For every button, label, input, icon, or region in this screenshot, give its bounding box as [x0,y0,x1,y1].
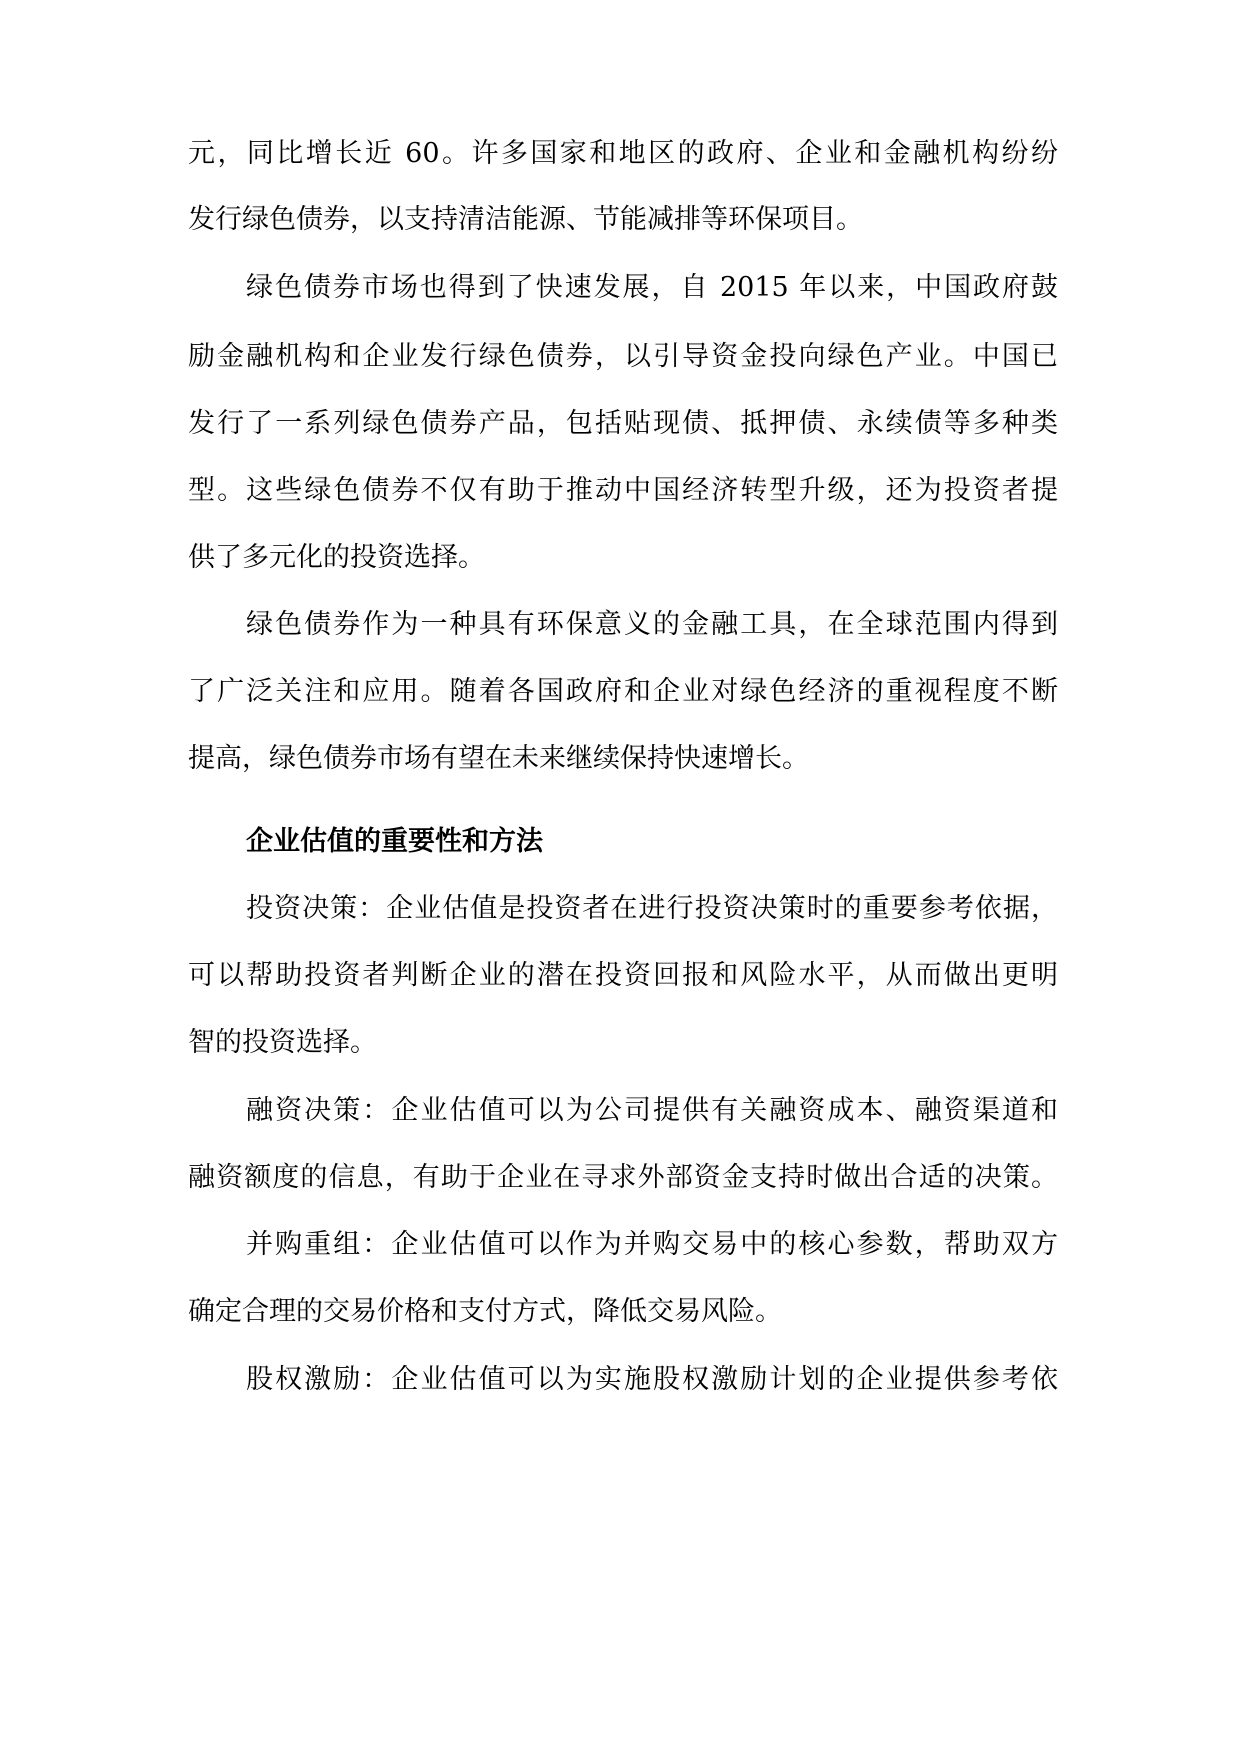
paragraph-line: 发行绿色债券，以支持清洁能源、节能减排等环保项目。 [188,204,863,235]
paragraph-line: 了广泛关注和应用。随着各国政府和企业对绿色经济的重视程度不断 [188,676,1058,707]
paragraph-line: 元，同比增长近 60。许多国家和地区的政府、企业和金融机构纷纷 [188,138,1058,169]
paragraph-line: 型。这些绿色债券不仅有助于推动中国经济转型升级，还为投资者提 [188,475,1058,506]
section-heading: 企业估值的重要性和方法 [246,826,543,857]
paragraph-line: 融资决策：企业估值可以为公司提供有关融资成本、融资渠道和 [246,1095,1058,1126]
paragraph-line: 智的投资选择。 [188,1027,377,1058]
paragraph-line: 确定合理的交易价格和支付方式，降低交易风险。 [188,1296,782,1327]
paragraph-line: 提高，绿色债券市场有望在未来继续保持快速增长。 [188,743,809,774]
paragraph-line: 供了多元化的投资选择。 [188,542,485,573]
paragraph-line: 绿色债券市场也得到了快速发展，自 2015 年以来，中国政府鼓 [246,272,1058,303]
paragraph-line: 可以帮助投资者判断企业的潜在投资回报和风险水平，从而做出更明 [188,960,1058,991]
paragraph-line: 绿色债券作为一种具有环保意义的金融工具，在全球范围内得到 [246,609,1058,640]
paragraph-line: 融资额度的信息，有助于企业在寻求外部资金支持时做出合适的决策。 [188,1162,1058,1193]
paragraph-line: 发行了一系列绿色债券产品，包括贴现债、抵押债、永续债等多种类 [188,408,1058,439]
paragraph-line: 股权激励：企业估值可以为实施股权激励计划的企业提供参考依 [246,1364,1058,1395]
paragraph-line: 投资决策：企业估值是投资者在进行投资决策时的重要参考依据， [246,893,1058,924]
paragraph-line: 励金融机构和企业发行绿色债券，以引导资金投向绿色产业。中国已 [188,341,1058,372]
paragraph-line: 并购重组：企业估值可以作为并购交易中的核心参数，帮助双方 [246,1229,1058,1260]
